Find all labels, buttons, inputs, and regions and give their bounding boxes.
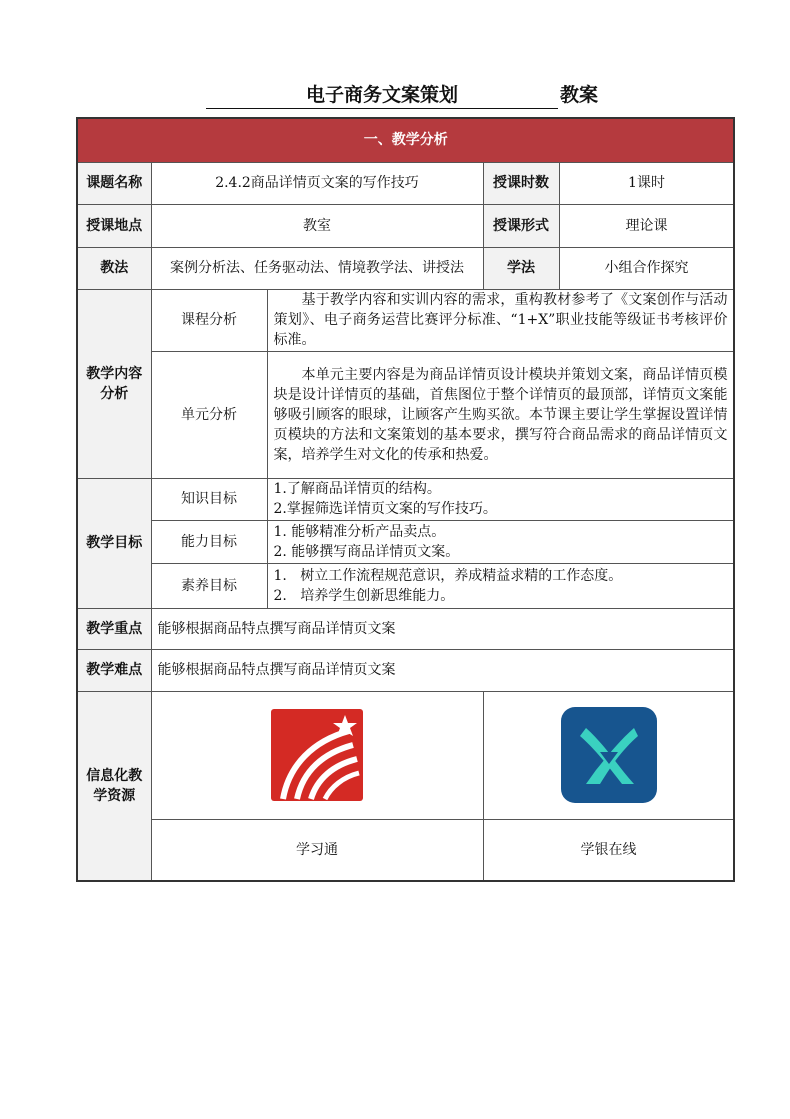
course-analysis-label: 课程分析 (151, 289, 267, 351)
quality-goal-item: 1. 树立工作流程规范意识，养成精益求精的工作态度。 (273, 567, 623, 584)
knowledge-goal-list (267, 478, 734, 520)
document-title (206, 82, 606, 110)
title-suffix: 教案 (560, 84, 599, 106)
goals-label: 教学目标 (77, 478, 151, 608)
ability-goal-item: 1. 能够精准分析产品卖点。 (273, 523, 446, 540)
course-analysis-text: 基于教学内容和实训内容的需求，重构教材参考了《文案创作与活动策划》、电子商务运营比赛评分标准、“1+X”职业技能等级证书考核评价标准。 (267, 289, 734, 351)
study-value: 小组合作探究 (559, 247, 734, 289)
difficulty-text: 能够根据商品特点撰写商品详情页文案 (151, 649, 734, 691)
form-label: 授课形式 (483, 204, 559, 247)
lesson-plan-table (76, 117, 735, 882)
form-value: 理论课 (559, 204, 734, 247)
unit-analysis-text: 本单元主要内容是为商品详情页设计模块并策划文案，商品详情页模块是设计详情页的基础，首焦图位于整个详情页的最顶部，详情页文案能够吸引顾客的眼球，让顾客产生购买欲。本节课主要让学生掌握设置详情页模块的方法和文案策划的基本要求，撰写符合商品需求的商品详情页文案，培养学生对文化的传承和热爱。 (267, 351, 734, 478)
xuexitong-logo-icon (269, 707, 365, 803)
ability-goal-item: 2. 能够撰写商品详情页文案。 (273, 543, 460, 560)
quality-goal-item: 2. 培养学生创新思维能力。 (273, 587, 455, 604)
xuexitong-logo-cell (151, 691, 483, 819)
method-value: 案例分析法、任务驱动法、情境教学法、讲授法 (151, 247, 483, 289)
resource-name-xuexitong: 学习通 (151, 819, 483, 881)
unit-analysis-label: 单元分析 (151, 351, 267, 478)
content-analysis-label: 教学内容分析 (77, 289, 151, 478)
quality-goal-list (267, 563, 734, 608)
xueyin-logo-cell (483, 691, 734, 819)
course-name: 电子商务文案策划 (206, 82, 558, 109)
resources-label: 信息化教学资源 (77, 691, 151, 881)
ability-goal-list (267, 520, 734, 563)
study-label: 学法 (483, 247, 559, 289)
section-title: 一、教学分析 (77, 118, 734, 162)
difficulty-label: 教学难点 (77, 649, 151, 691)
knowledge-goal-label: 知识目标 (151, 478, 267, 520)
key-point-text: 能够根据商品特点撰写商品详情页文案 (151, 608, 734, 649)
place-label: 授课地点 (77, 204, 151, 247)
xueyin-online-logo-icon (560, 706, 658, 804)
hours-label: 授课时数 (483, 162, 559, 204)
resource-name-xueyin: 学银在线 (483, 819, 734, 881)
topic-value: 2.4.2商品详情页文案的写作技巧 (151, 162, 483, 204)
knowledge-goal-item: 2.掌握筛选详情页文案的写作技巧。 (273, 501, 497, 517)
place-value: 教室 (151, 204, 483, 247)
method-label: 教法 (77, 247, 151, 289)
quality-goal-label: 素养目标 (151, 563, 267, 608)
ability-goal-label: 能力目标 (151, 520, 267, 563)
key-point-label: 教学重点 (77, 608, 151, 649)
topic-label: 课题名称 (77, 162, 151, 204)
hours-value: 1课时 (559, 162, 734, 204)
knowledge-goal-item: 1.了解商品详情页的结构。 (273, 481, 441, 497)
